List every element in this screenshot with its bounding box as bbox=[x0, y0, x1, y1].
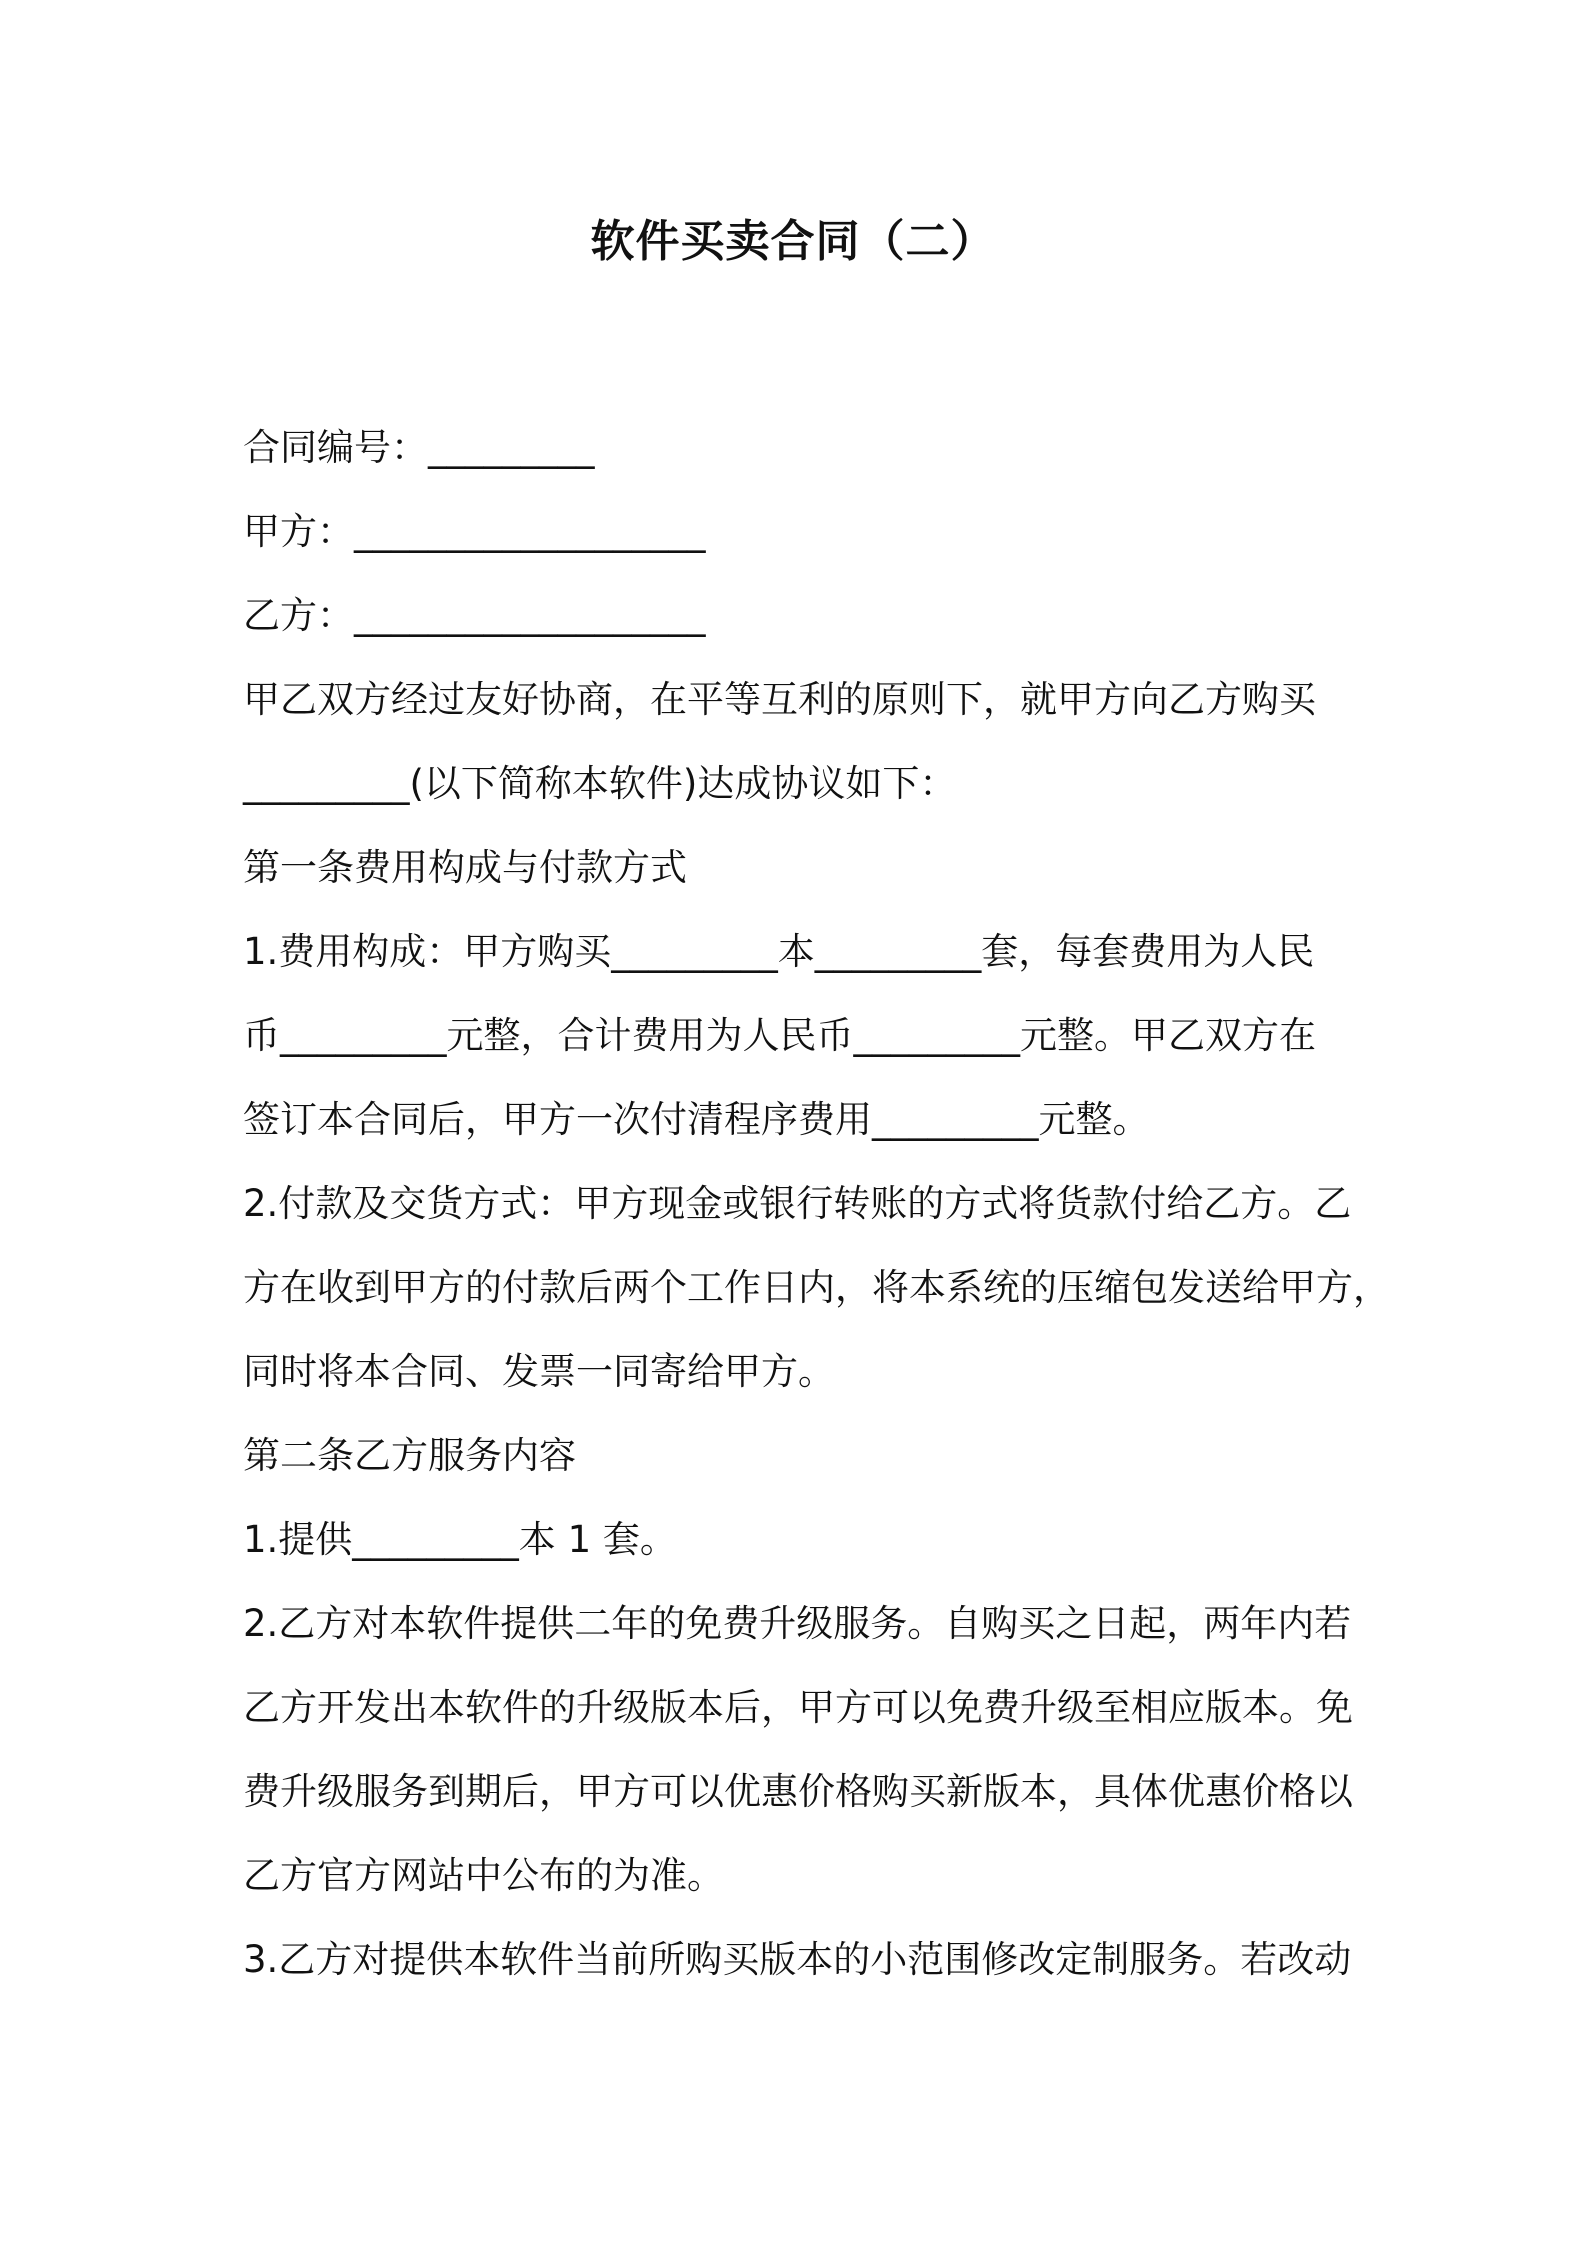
preamble-line-1: 甲乙双方经过友好协商，在平等互利的原则下，就甲方向乙方购买 bbox=[243, 678, 1316, 721]
article-2-item-1: 1.提供_________本 1 套。 bbox=[243, 1518, 677, 1561]
contract-number-line: 合同编号：_________ bbox=[243, 426, 595, 469]
party-a-line: 甲方：___________________ bbox=[243, 510, 706, 553]
article-1-item-2-line-2: 方在收到甲方的付款后两个工作日内，将本系统的压缩包发送给甲方， bbox=[243, 1266, 1390, 1309]
party-b-line: 乙方：___________________ bbox=[243, 594, 706, 637]
contract-title: 软件买卖合同（二） bbox=[590, 216, 996, 267]
article-1-item-1-line-3: 签订本合同后，甲方一次付清程序费用_________元整。 bbox=[243, 1098, 1150, 1141]
article-2-item-2-line-4: 乙方官方网站中公布的为准。 bbox=[243, 1854, 724, 1897]
contract-body bbox=[243, 406, 1388, 2002]
article-2-heading: 第二条乙方服务内容 bbox=[243, 1434, 576, 1477]
article-2-item-3-line-1: 3.乙方对提供本软件当前所购买版本的小范围修改定制服务。若改动 bbox=[243, 1938, 1352, 1981]
article-2-item-2-line-1: 2.乙方对本软件提供二年的免费升级服务。自购买之日起，两年内若 bbox=[243, 1602, 1352, 1645]
article-1-item-1-line-1: 1.费用构成：甲方购买_________本_________套，每套费用为人民 bbox=[243, 930, 1315, 973]
article-2-item-2-line-2: 乙方开发出本软件的升级版本后，甲方可以免费升级至相应版本。免 bbox=[243, 1686, 1353, 1729]
article-1-item-2-line-3: 同时将本合同、发票一同寄给甲方。 bbox=[243, 1350, 835, 1393]
article-1-item-2-line-1: 2.付款及交货方式：甲方现金或银行转账的方式将货款付给乙方。乙 bbox=[243, 1182, 1352, 1225]
article-1-heading: 第一条费用构成与付款方式 bbox=[243, 846, 687, 889]
preamble-line-2: _________(以下简称本软件)达成协议如下： bbox=[243, 762, 957, 805]
article-1-item-1-line-2: 币_________元整，合计费用为人民币_________元整。甲乙双方在 bbox=[243, 1014, 1316, 1057]
article-2-item-2-line-3: 费升级服务到期后，甲方可以优惠价格购买新版本，具体优惠价格以 bbox=[243, 1770, 1353, 1813]
